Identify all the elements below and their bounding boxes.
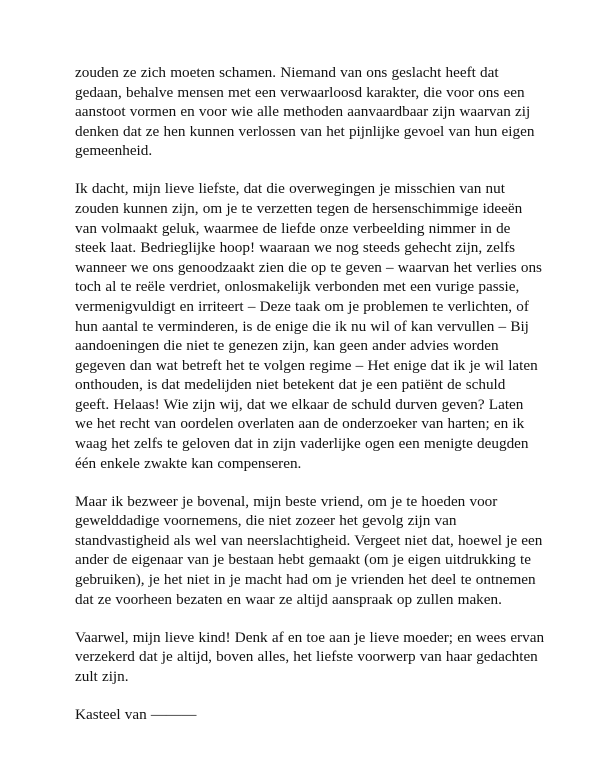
text-line: wanneer we ons genoodzaakt zien die op te geven – waarvan het verlies ons [75, 258, 542, 276]
paragraph-3 [75, 492, 545, 610]
text-line: verzekerd dat je altijd, boven alles, het liefste voorwerp van haar gedachten [75, 648, 538, 666]
text-line: onthouden, is dat medelijden niet betekent dat je een patiënt de schuld [75, 376, 506, 394]
text-line: van volmaakt geluk, waarmee de liefde onze verbeelding nimmer in de [75, 219, 511, 237]
text-line: we het recht van oordelen overlaten aan de onderzoeker van harten; en ik [75, 415, 525, 433]
text-line: zouden ze zich moeten schamen. Niemand van ons geslacht heeft dat [75, 64, 499, 81]
text-line: zouden kunnen zijn, om je te verzetten tegen de hersenschimmige ideeën [75, 199, 523, 217]
text-line: zult zijn. [75, 667, 129, 685]
text-line: standvastigheid als wel van neerslachtigheid. Vergeet niet dat, hoewel je een [75, 531, 543, 549]
text-line: gegeven dan wat betreft het te volgen regime – Het enige dat ik je wil laten [75, 356, 538, 374]
text-line: vermenigvuldigt en irriteert – Deze taak om je problemen te verlichten, of [75, 297, 529, 315]
letter-page [75, 63, 545, 724]
text-line: hun aantal te verminderen, is de enige die ik nu wil of kan vervullen – Bij [75, 317, 529, 335]
text-line: waag het zelfs te geloven dat in zijn vaderlijke ogen een menigte deugden [75, 435, 529, 453]
text-line: aanstoot vormen en voor wie alle methoden aanvaardbaar zijn waarvan zij [75, 103, 531, 121]
text-line: toch al te reële verdriet, onlosmakelijk verbonden met een vurige passie, [75, 278, 520, 296]
paragraph-4 [75, 628, 545, 687]
text-line: Vaarwel, mijn lieve kind! Denk af en toe aan je lieve moeder; en wees ervan [75, 628, 545, 646]
text-line: gedaan, behalve mensen met een verwaarloosd karakter, die voor ons een [75, 83, 525, 101]
paragraph-1 [75, 63, 545, 161]
text-line: één enkele zwakte kan compenseren. [75, 454, 302, 472]
text-line: gemeenheid. [75, 142, 153, 160]
text-line: denken dat ze hen kunnen verlossen van het pijnlijke gevoel van hun eigen [75, 122, 535, 140]
paragraph-2 [75, 179, 545, 473]
text-line: ander de eigenaar van je bestaan hebt gemaakt (om je eigen uitdrukking te [75, 551, 532, 569]
text-line: steek laat. Bedrieglijke hoop! waaraan we nog steeds gehecht zijn, zelfs [75, 239, 516, 257]
text-line: aandoeningen die niet te genezen zijn, kan geen ander advies worden [75, 337, 499, 355]
text-line: dat ze voorheen bezaten en waar ze altijd aanspraak op zullen maken. [75, 590, 502, 608]
text-line: gebruiken), je het niet in je macht had om je vrienden het deel te ontnemen [75, 571, 536, 589]
text-line: Maar ik bezweer je bovenal, mijn beste vriend, om je te hoeden voor [75, 492, 498, 510]
signature-line: Kasteel van ——— [75, 705, 197, 723]
text-line: geeft. Helaas! Wie zijn wij, dat we elkaar de schuld durven geven? Laten [75, 395, 524, 413]
text-line: gewelddadige voornemens, die niet zozeer het gevolg zijn van [75, 512, 457, 530]
text-line: Ik dacht, mijn lieve liefste, dat die overwegingen je misschien van nut [75, 180, 505, 198]
signature-paragraph [75, 705, 545, 725]
